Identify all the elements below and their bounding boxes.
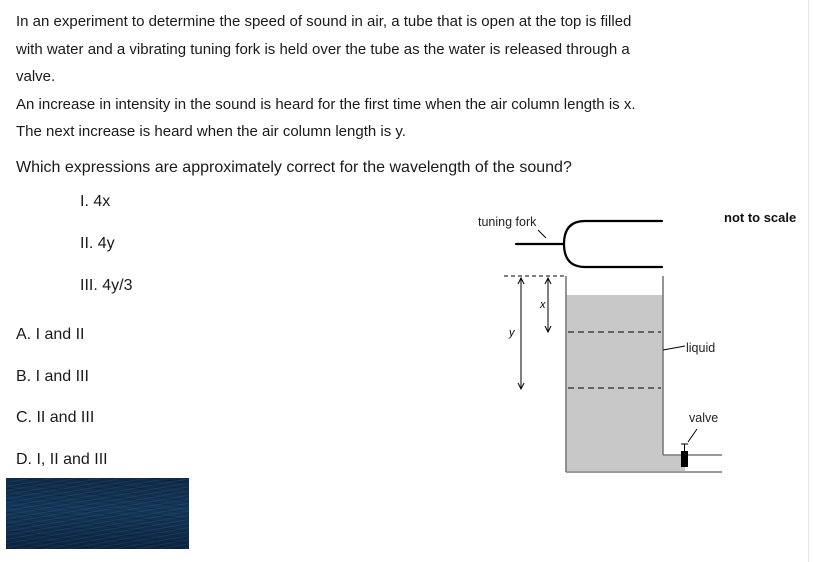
water-surface-image (6, 478, 189, 549)
tuning-fork (516, 221, 662, 267)
tuning-fork-label: tuning fork (478, 215, 537, 229)
liquid-column (566, 295, 663, 471)
y-label: y (509, 327, 515, 339)
statement-expression: 4y/3 (102, 277, 133, 294)
stem-line: with water and a vibrating tuning fork is held over the tube as the water is released through a (16, 40, 630, 58)
x-dimension-arrow (545, 278, 551, 332)
statement-numeral: II. (80, 235, 98, 252)
answer-option-c[interactable]: C. II and III (16, 409, 95, 426)
question-prompt: Which expressions are approximately correct for the wavelength of the sound? (16, 158, 572, 176)
statement-expression: 4y (97, 235, 115, 252)
stem-line: valve. (16, 68, 56, 85)
statement-iii (80, 277, 132, 295)
question-stem (16, 8, 696, 181)
stem-line: The next increase is heard when the air column length is y. (16, 123, 406, 140)
stem-line: An increase in intensity in the sound is heard for the first time when the air column length is x. (16, 95, 636, 113)
answer-option-b[interactable]: B. I and III (16, 368, 89, 385)
statement-i (80, 193, 110, 211)
tuning-fork-leader (538, 230, 546, 238)
answer-option-a[interactable]: A. I and II (16, 326, 85, 343)
answer-option-d[interactable]: D. I, II and III (16, 451, 108, 468)
valve-label: valve (689, 411, 719, 425)
valve-leader (688, 429, 697, 442)
statement-numeral: III. (80, 277, 103, 294)
statement-expression: 4x (93, 193, 111, 210)
x-label: x (540, 299, 546, 311)
valve-icon (681, 451, 688, 467)
statement-ii (80, 235, 115, 253)
statement-numeral: I. (80, 193, 94, 210)
liquid-leader (663, 346, 685, 350)
page-edge-divider (808, 0, 809, 562)
scale-note: not to scale (724, 210, 797, 225)
liquid-label: liquid (686, 341, 716, 355)
y-dimension-arrow (518, 278, 524, 389)
stem-line: In an experiment to determine the speed of sound in air, a tube that is open at the top is filled (16, 13, 632, 30)
resonance-tube-diagram (470, 200, 808, 490)
